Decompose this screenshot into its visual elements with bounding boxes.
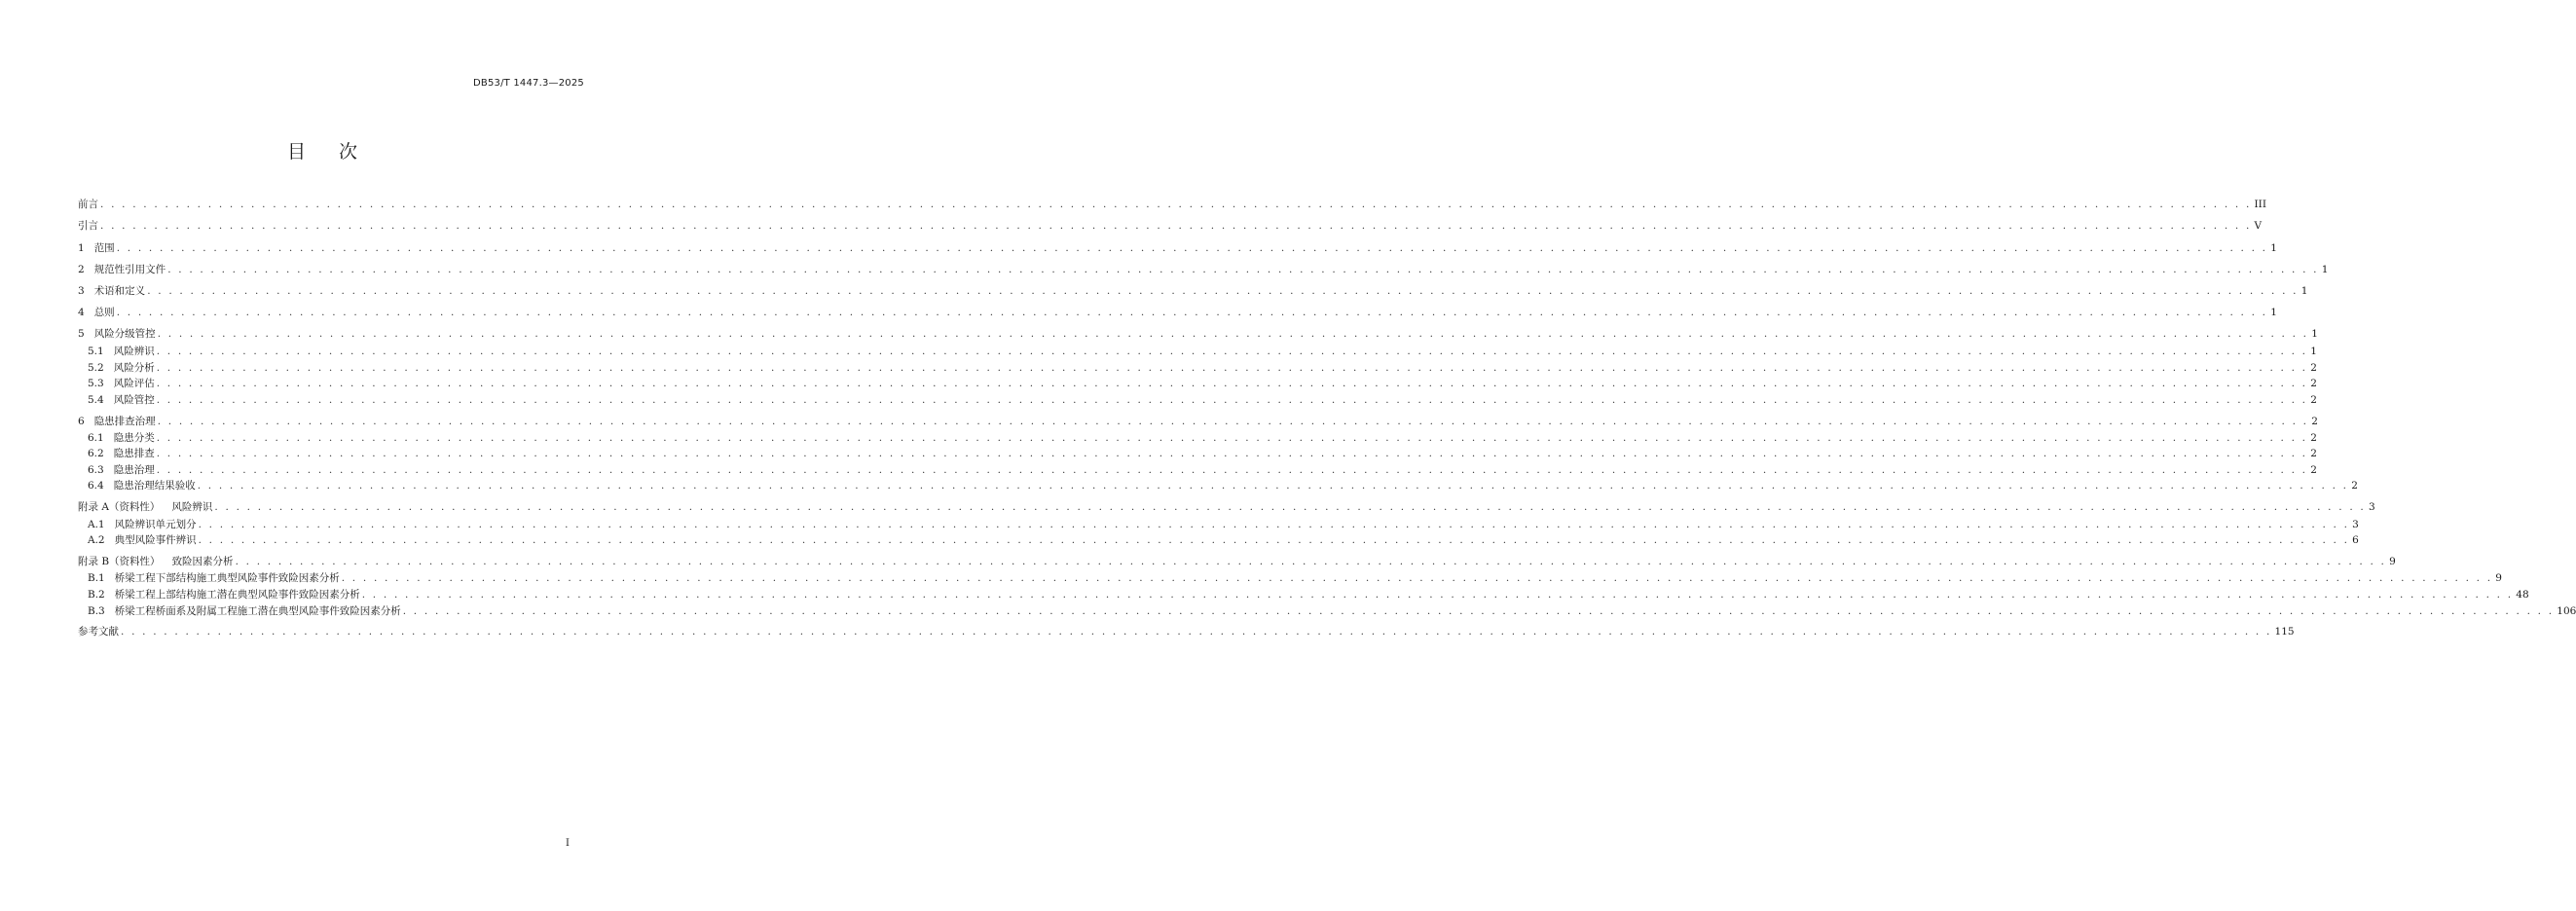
toc-entry[interactable] xyxy=(78,499,2375,514)
toc-entry-title: 典型风险事件辨识 xyxy=(114,534,197,546)
toc-entry[interactable] xyxy=(78,430,2317,445)
toc-entry-title: 风险管控 xyxy=(113,394,155,406)
document-code: DB53/T 1447.3—2025 xyxy=(473,78,584,89)
toc-leader-dots: . . . . . . . . . . . . . . . . . . . . . . . . . . . . . . . . . . . . . . . . . . . . . . . . . . . . . . . . . . . . . . . . . . . . . . . . . . . . . . . . . . . . . . . . . . . . . . . . . . . . . . . . . . . . . . . . . . . . . . . . . . . . . . . . . . . . . . . . . . . . . . . . . . . . . . . . . . . . . . . . . . . . . . . . . . . . . . . . . . . . . . . . . . . . . . . . . . . . . . . . xyxy=(116,307,2268,318)
toc-entry-title: 参考文献 xyxy=(78,626,119,638)
toc-entry-number: B.2 xyxy=(88,589,105,601)
toc-entry-page: 3 xyxy=(2368,501,2375,513)
toc-leader-dots: . . . . . . . . . . . . . . . . . . . . . . . . . . . . . . . . . . . . . . . . . . . . . . . . . . . . . . . . . . . . . . . . . . . . . . . . . . . . . . . . . . . . . . . . . . . . . . . . . . . . . . . . . . . . . . . . . . . . . . . . . . . . . . . . . . . . . . . . . . . . . . . . . . . . . . . . . . . . . . . . . . . . . . . . . . . . . . . . . . . . . . . . . . . . . . . . . . . . . . . . xyxy=(198,534,2350,546)
toc-leader-dots: . . . . . . . . . . . . . . . . . . . . . . . . . . . . . . . . . . . . . . . . . . . . . . . . . . . . . . . . . . . . . . . . . . . . . . . . . . . . . . . . . . . . . . . . . . . . . . . . . . . . . . . . . . . . . . . . . . . . . . . . . . . . . . . . . . . . . . . . . . . . . . . . . . . . . . . . . . . . . . . . . . . . . . . . . . . . . . . . . . . . . . . . . . . . . . . . . . . . . . . . xyxy=(198,519,2350,530)
toc-entry-number: 6.3 xyxy=(88,464,104,476)
toc-entry-number: 3 xyxy=(78,285,85,297)
toc-entry-title: 桥梁工程上部结构施工潜在典型风险事件致险因素分析 xyxy=(114,589,360,601)
toc-entry-title: 前言 xyxy=(78,199,98,210)
toc-entry[interactable] xyxy=(78,478,2358,492)
toc-entry-title: 隐患分类 xyxy=(113,432,155,444)
toc-entry-page: III xyxy=(2254,199,2266,210)
toc-entry-page: 1 xyxy=(2270,307,2277,318)
toc-entry[interactable] xyxy=(78,240,2277,255)
toc-entry-number: 2 xyxy=(78,264,85,275)
toc-entry[interactable] xyxy=(78,462,2317,477)
toc-leader-dots: . . . . . . . . . . . . . . . . . . . . . . . . . . . . . . . . . . . . . . . . . . . . . . . . . . . . . . . . . . . . . . . . . . . . . . . . . . . . . . . . . . . . . . . . . . . . . . . . . . . . . . . . . . . . . . . . . . . . . . . . . . . . . . . . . . . . . . . . . . . . . . . . . . . . . . . . . . . . . . . . . . . . . . . . . . . . . . . . . . . . . . . . . . . . . . . . . . . . . . . . xyxy=(157,416,2309,427)
toc-entry-title: 隐患治理 xyxy=(113,464,155,476)
toc-entry-title: 风险分级管控 xyxy=(93,328,156,340)
toc-entry-number: 5.3 xyxy=(88,378,104,389)
toc-entry-page: 2 xyxy=(2310,448,2317,459)
toc-entry-page: 2 xyxy=(2310,432,2317,444)
toc-entry-number: 6 xyxy=(78,416,85,427)
toc-entry-page: 1 xyxy=(2321,264,2329,275)
toc-entry-page: 2 xyxy=(2310,464,2317,476)
toc-entry-page: 48 xyxy=(2516,589,2529,601)
toc-entry[interactable] xyxy=(78,218,2263,233)
toc-leader-dots: . . . . . . . . . . . . . . . . . . . . . . . . . . . . . . . . . . . . . . . . . . . . . . . . . . . . . . . . . . . . . . . . . . . . . . . . . . . . . . . . . . . . . . . . . . . . . . . . . . . . . . . . . . . . . . . . . . . . . . . . . . . . . . . . . . . . . . . . . . . . . . . . . . . . . . . . . . . . . . . . . . . . . . . . . . . . . . . . . . . . . . . . . . . . . . . . . . . . . . . . xyxy=(341,572,2493,584)
toc-entry-page: 2 xyxy=(2310,378,2317,389)
toc-entry-title: 隐患治理结果验收 xyxy=(113,480,196,492)
toc-leader-dots: . . . . . . . . . . . . . . . . . . . . . . . . . . . . . . . . . . . . . . . . . . . . . . . . . . . . . . . . . . . . . . . . . . . . . . . . . . . . . . . . . . . . . . . . . . . . . . . . . . . . . . . . . . . . . . . . . . . . . . . . . . . . . . . . . . . . . . . . . . . . . . . . . . . . . . . . . . . . . . . . . . . . . . . . . . . . . . . . . . . . . . . . . . . . . . . . . . . . . . . . xyxy=(197,480,2349,492)
toc-entry-page: V xyxy=(2254,220,2263,232)
toc-entry[interactable] xyxy=(78,197,2266,211)
toc-entry-number: 6.4 xyxy=(88,480,104,492)
toc-entry-number: A.1 xyxy=(88,519,105,530)
toc-entry-title: 桥梁工程桥面系及附属工程施工潜在典型风险事件致险因素分析 xyxy=(114,605,401,617)
toc-entry[interactable] xyxy=(78,283,2308,298)
toc-entry-title: 引言 xyxy=(78,220,98,232)
toc-leader-dots: . . . . . . . . . . . . . . . . . . . . . . . . . . . . . . . . . . . . . . . . . . . . . . . . . . . . . . . . . . . . . . . . . . . . . . . . . . . . . . . . . . . . . . . . . . . . . . . . . . . . . . . . . . . . . . . . . . . . . . . . . . . . . . . . . . . . . . . . . . . . . . . . . . . . . . . . . . . . . . . . . . . . . . . . . . . . . . . . . . . . . . . . . . . . . . . . . . . . . . . . xyxy=(100,220,2252,232)
toc-entry[interactable] xyxy=(78,554,2396,568)
toc-entry-number: B.1 xyxy=(88,572,105,584)
toc-entry[interactable] xyxy=(78,603,2576,618)
toc-entry[interactable] xyxy=(78,262,2329,276)
toc-entry-number: 附录 B（资料性） xyxy=(78,556,161,567)
toc-leader-dots: . . . . . . . . . . . . . . . . . . . . . . . . . . . . . . . . . . . . . . . . . . . . . . . . . . . . . . . . . . . . . . . . . . . . . . . . . . . . . . . . . . . . . . . . . . . . . . . . . . . . . . . . . . . . . . . . . . . . . . . . . . . . . . . . . . . . . . . . . . . . . . . . . . . . . . . . . . . . . . . . . . . . . . . . . . . . . . . . . . . . . . . . . . . . . . . . . . . . . . . . xyxy=(156,346,2308,357)
toc-leader-dots: . . . . . . . . . . . . . . . . . . . . . . . . . . . . . . . . . . . . . . . . . . . . . . . . . . . . . . . . . . . . . . . . . . . . . . . . . . . . . . . . . . . . . . . . . . . . . . . . . . . . . . . . . . . . . . . . . . . . . . . . . . . . . . . . . . . . . . . . . . . . . . . . . . . . . . . . . . . . . . . . . . . . . . . . . . . . . . . . . . . . . . . . . . . . . . . . . . . . . . . . xyxy=(235,556,2387,567)
toc-entry-title: 总则 xyxy=(93,307,115,318)
toc-leader-dots: . . . . . . . . . . . . . . . . . . . . . . . . . . . . . . . . . . . . . . . . . . . . . . . . . . . . . . . . . . . . . . . . . . . . . . . . . . . . . . . . . . . . . . . . . . . . . . . . . . . . . . . . . . . . . . . . . . . . . . . . . . . . . . . . . . . . . . . . . . . . . . . . . . . . . . . . . . . . . . . . . . . . . . . . . . . . . . . . . . . . . . . . . . . . . . . . . . . . . . . . xyxy=(156,394,2308,406)
toc-leader-dots: . . . . . . . . . . . . . . . . . . . . . . . . . . . . . . . . . . . . . . . . . . . . . . . . . . . . . . . . . . . . . . . . . . . . . . . . . . . . . . . . . . . . . . . . . . . . . . . . . . . . . . . . . . . . . . . . . . . . . . . . . . . . . . . . . . . . . . . . . . . . . . . . . . . . . . . . . . . . . . . . . . . . . . . . . . . . . . . . . . . . . . . . . . . . . . . . . . . . . . . . xyxy=(157,328,2309,340)
toc-leader-dots: . . . . . . . . . . . . . . . . . . . . . . . . . . . . . . . . . . . . . . . . . . . . . . . . . . . . . . . . . . . . . . . . . . . . . . . . . . . . . . . . . . . . . . . . . . . . . . . . . . . . . . . . . . . . . . . . . . . . . . . . . . . . . . . . . . . . . . . . . . . . . . . . . . . . . . . . . . . . . . . . . . . . . . . . . . . . . . . . . . . . . . . . . . . . . . . . . . . . . . . . xyxy=(100,199,2252,210)
toc-entry-number: 1 xyxy=(78,242,85,254)
toc-entry-title: 风险辨识单元划分 xyxy=(114,519,197,530)
toc-leader-dots: . . . . . . . . . . . . . . . . . . . . . . . . . . . . . . . . . . . . . . . . . . . . . . . . . . . . . . . . . . . . . . . . . . . . . . . . . . . . . . . . . . . . . . . . . . . . . . . . . . . . . . . . . . . . . . . . . . . . . . . . . . . . . . . . . . . . . . . . . . . . . . . . . . . . . . . . . . . . . . . . . . . . . . . . . . . . . . . . . . . . . . . . . . . . . . . . . . . . . . . . xyxy=(147,285,2299,297)
toc-leader-dots: . . . . . . . . . . . . . . . . . . . . . . . . . . . . . . . . . . . . . . . . . . . . . . . . . . . . . . . . . . . . . . . . . . . . . . . . . . . . . . . . . . . . . . . . . . . . . . . . . . . . . . . . . . . . . . . . . . . . . . . . . . . . . . . . . . . . . . . . . . . . . . . . . . . . . . . . . . . . . . . . . . . . . . . . . . . . . . . . . . . . . . . . . . . . . . . . . . . . . . . . xyxy=(156,448,2308,459)
toc-entry[interactable] xyxy=(78,360,2317,375)
toc-entry-page: 1 xyxy=(2311,328,2318,340)
toc-entry-number: 6.2 xyxy=(88,448,104,459)
toc-leader-dots: . . . . . . . . . . . . . . . . . . . . . . . . . . . . . . . . . . . . . . . . . . . . . . . . . . . . . . . . . . . . . . . . . . . . . . . . . . . . . . . . . . . . . . . . . . . . . . . . . . . . . . . . . . . . . . . . . . . . . . . . . . . . . . . . . . . . . . . . . . . . . . . . . . . . . . . . . . . . . . . . . . . . . . . . . . . . . . . . . . . . . . . . . . . . . . . . . . . . . . . . xyxy=(361,589,2514,601)
toc-entry-title: 隐患排查治理 xyxy=(93,416,156,427)
toc-entry-page: 3 xyxy=(2352,519,2359,530)
toc-entry[interactable] xyxy=(78,446,2317,460)
toc-leader-dots: . . . . . . . . . . . . . . . . . . . . . . . . . . . . . . . . . . . . . . . . . . . . . . . . . . . . . . . . . . . . . . . . . . . . . . . . . . . . . . . . . . . . . . . . . . . . . . . . . . . . . . . . . . . . . . . . . . . . . . . . . . . . . . . . . . . . . . . . . . . . . . . . . . . . . . . . . . . . . . . . . . . . . . . . . . . . . . . . . . . . . . . . . . . . . . . . . . . . . . . . xyxy=(116,242,2268,254)
toc-entry-page: 2 xyxy=(2310,362,2317,374)
toc-entry-page: 1 xyxy=(2270,242,2277,254)
toc-leader-dots: . . . . . . . . . . . . . . . . . . . . . . . . . . . . . . . . . . . . . . . . . . . . . . . . . . . . . . . . . . . . . . . . . . . . . . . . . . . . . . . . . . . . . . . . . . . . . . . . . . . . . . . . . . . . . . . . . . . . . . . . . . . . . . . . . . . . . . . . . . . . . . . . . . . . . . . . . . . . . . . . . . . . . . . . . . . . . . . . . . . . . . . . . . . . . . . . . . . . . . . . xyxy=(167,264,2319,275)
toc-entry[interactable] xyxy=(78,587,2529,601)
toc-entry-title: 术语和定义 xyxy=(93,285,146,297)
toc-entry[interactable] xyxy=(78,570,2502,585)
toc-entry-number: 4 xyxy=(78,307,85,318)
toc-entry-title: 隐患排查 xyxy=(113,448,155,459)
toc-entry-title: 范围 xyxy=(93,242,115,254)
toc-entry-page: 9 xyxy=(2495,572,2502,584)
page-title xyxy=(0,137,644,164)
toc-entry-page: 2 xyxy=(2310,394,2317,406)
toc-entry-number: 6.1 xyxy=(88,432,104,444)
toc-entry-number: A.2 xyxy=(88,534,105,546)
title-char-1: 目 xyxy=(286,141,306,163)
toc-leader-dots: . . . . . . . . . . . . . . . . . . . . . . . . . . . . . . . . . . . . . . . . . . . . . . . . . . . . . . . . . . . . . . . . . . . . . . . . . . . . . . . . . . . . . . . . . . . . . . . . . . . . . . . . . . . . . . . . . . . . . . . . . . . . . . . . . . . . . . . . . . . . . . . . . . . . . . . . . . . . . . . . . . . . . . . . . . . . . . . . . . . . . . . . . . . . . . . . . . . . . . . . xyxy=(121,626,2272,638)
toc-entry-title: 规范性引用文件 xyxy=(93,264,166,275)
toc-entry-page: 1 xyxy=(2300,285,2308,297)
toc-entry[interactable] xyxy=(78,532,2359,547)
toc-entry-number: B.3 xyxy=(88,605,105,617)
toc-entry[interactable] xyxy=(78,517,2359,531)
toc-entry-number: 附录 A（资料性） xyxy=(78,501,161,513)
toc-leader-dots: . . . . . . . . . . . . . . . . . . . . . . . . . . . . . . . . . . . . . . . . . . . . . . . . . . . . . . . . . . . . . . . . . . . . . . . . . . . . . . . . . . . . . . . . . . . . . . . . . . . . . . . . . . . . . . . . . . . . . . . . . . . . . . . . . . . . . . . . . . . . . . . . . . . . . . . . . . . . . . . . . . . . . . . . . . . . . . . . . . . . . . . . . . . . . . . . . . . . . . . . xyxy=(156,362,2308,374)
toc-entry-title: 风险辨识 xyxy=(171,501,213,513)
toc-entry-page: 115 xyxy=(2274,626,2295,638)
toc-entry-page: 6 xyxy=(2352,534,2359,546)
toc-entry-title: 致险因素分析 xyxy=(171,556,234,567)
toc-entry[interactable] xyxy=(78,326,2318,341)
toc-entry-number: 5 xyxy=(78,328,85,340)
toc-leader-dots: . . . . . . . . . . . . . . . . . . . . . . . . . . . . . . . . . . . . . . . . . . . . . . . . . . . . . . . . . . . . . . . . . . . . . . . . . . . . . . . . . . . . . . . . . . . . . . . . . . . . . . . . . . . . . . . . . . . . . . . . . . . . . . . . . . . . . . . . . . . . . . . . . . . . . . . . . . . . . . . . . . . . . . . . . . . . . . . . . . . . . . . . . . . . . . . . . . . . . . . . xyxy=(402,605,2555,617)
toc-entry-number: 5.1 xyxy=(88,346,104,357)
toc-entry[interactable] xyxy=(78,344,2317,358)
toc-entry-page: 2 xyxy=(2311,416,2318,427)
toc-entry[interactable] xyxy=(78,305,2277,319)
toc-entry-page: 2 xyxy=(2351,480,2358,492)
title-char-2: 次 xyxy=(339,141,358,163)
footer-page-number: I xyxy=(566,838,570,849)
toc-entry[interactable] xyxy=(78,376,2317,390)
toc-entry-title: 桥梁工程下部结构施工典型风险事件致险因素分析 xyxy=(114,572,340,584)
toc-entry-number: 5.2 xyxy=(88,362,104,374)
toc-entry-number: 5.4 xyxy=(88,394,104,406)
toc-entry[interactable] xyxy=(78,414,2318,428)
toc-entry[interactable] xyxy=(78,624,2295,638)
toc-leader-dots: . . . . . . . . . . . . . . . . . . . . . . . . . . . . . . . . . . . . . . . . . . . . . . . . . . . . . . . . . . . . . . . . . . . . . . . . . . . . . . . . . . . . . . . . . . . . . . . . . . . . . . . . . . . . . . . . . . . . . . . . . . . . . . . . . . . . . . . . . . . . . . . . . . . . . . . . . . . . . . . . . . . . . . . . . . . . . . . . . . . . . . . . . . . . . . . . . . . . . . . . xyxy=(156,378,2308,389)
toc-entry-page: 1 xyxy=(2310,346,2317,357)
toc-leader-dots: . . . . . . . . . . . . . . . . . . . . . . . . . . . . . . . . . . . . . . . . . . . . . . . . . . . . . . . . . . . . . . . . . . . . . . . . . . . . . . . . . . . . . . . . . . . . . . . . . . . . . . . . . . . . . . . . . . . . . . . . . . . . . . . . . . . . . . . . . . . . . . . . . . . . . . . . . . . . . . . . . . . . . . . . . . . . . . . . . . . . . . . . . . . . . . . . . . . . . . . . xyxy=(214,501,2366,513)
toc-leader-dots: . . . . . . . . . . . . . . . . . . . . . . . . . . . . . . . . . . . . . . . . . . . . . . . . . . . . . . . . . . . . . . . . . . . . . . . . . . . . . . . . . . . . . . . . . . . . . . . . . . . . . . . . . . . . . . . . . . . . . . . . . . . . . . . . . . . . . . . . . . . . . . . . . . . . . . . . . . . . . . . . . . . . . . . . . . . . . . . . . . . . . . . . . . . . . . . . . . . . . . . . xyxy=(156,464,2308,476)
toc-entry[interactable] xyxy=(78,392,2317,407)
toc-entry-title: 风险辨识 xyxy=(113,346,155,357)
toc-entry-page: 106 xyxy=(2557,605,2576,617)
toc-entry-title: 风险评估 xyxy=(113,378,155,389)
toc-entry-title: 风险分析 xyxy=(113,362,155,374)
toc-entry-page: 9 xyxy=(2389,556,2396,567)
toc-leader-dots: . . . . . . . . . . . . . . . . . . . . . . . . . . . . . . . . . . . . . . . . . . . . . . . . . . . . . . . . . . . . . . . . . . . . . . . . . . . . . . . . . . . . . . . . . . . . . . . . . . . . . . . . . . . . . . . . . . . . . . . . . . . . . . . . . . . . . . . . . . . . . . . . . . . . . . . . . . . . . . . . . . . . . . . . . . . . . . . . . . . . . . . . . . . . . . . . . . . . . . . . xyxy=(156,432,2308,444)
